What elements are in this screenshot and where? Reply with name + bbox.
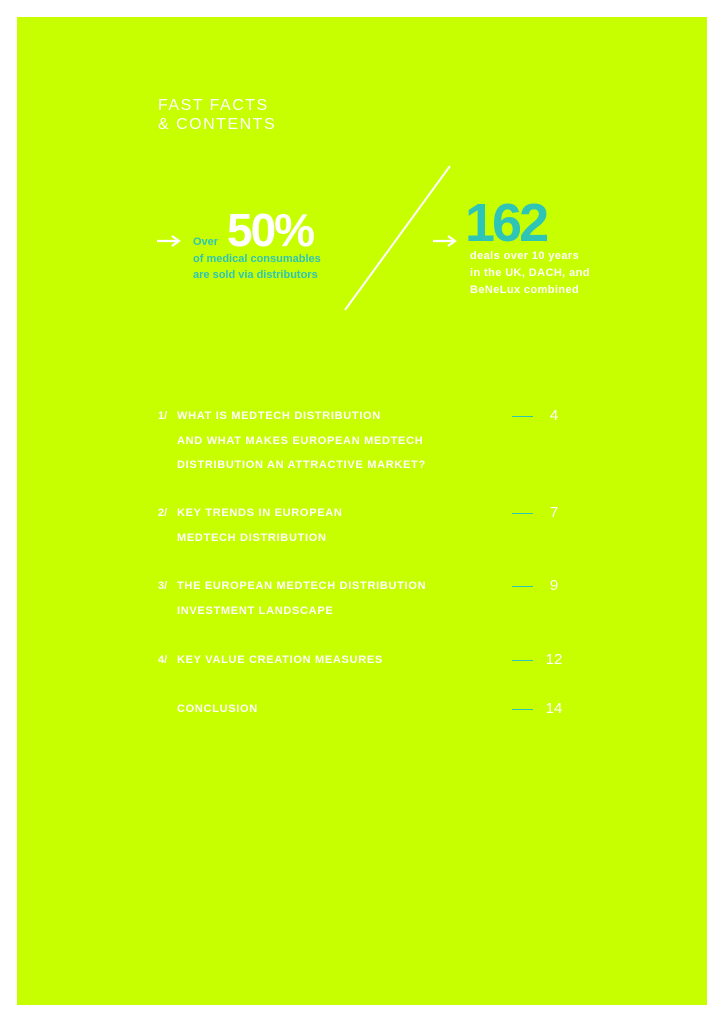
toc-title-line: CONCLUSION — [177, 703, 258, 715]
toc-title-line: KEY VALUE CREATION MEASURES — [177, 654, 383, 666]
toc-number: 1/ — [158, 410, 168, 422]
fact2-description — [470, 248, 590, 299]
toc-page-number: 12 — [545, 651, 563, 668]
toc-title — [177, 574, 426, 623]
arrow-right-icon — [156, 235, 182, 247]
toc-page-number: 7 — [549, 504, 559, 521]
fact1-value: 50% — [227, 204, 314, 256]
toc-title — [177, 697, 258, 722]
toc-title — [177, 501, 343, 550]
toc-title-line: THE EUROPEAN MEDTECH DISTRIBUTION — [177, 580, 427, 592]
page-background — [17, 17, 707, 1005]
toc-title-line: MEDTECH DISTRIBUTION — [177, 531, 327, 544]
fact2-line-2: in the UK, DACH, and — [470, 267, 590, 279]
toc-item-2[interactable] — [158, 501, 608, 551]
heading-line-2: & CONTENTS — [158, 116, 277, 133]
fact1-line-1: of medical consumables — [193, 253, 321, 265]
toc-title-line: AND WHAT MAKES EUROPEAN MEDTECH — [177, 434, 424, 447]
fact1-line-2: are sold via distributors — [193, 269, 318, 281]
toc-number: 2/ — [158, 507, 168, 519]
toc-title-line: INVESTMENT LANDSCAPE — [177, 604, 334, 617]
fact1-prefix: Over — [193, 236, 219, 248]
heading-line-1: FAST FACTS — [158, 97, 269, 114]
toc-page-number: 9 — [549, 577, 559, 594]
toc-page-number: 14 — [545, 700, 563, 717]
toc-item-4[interactable] — [158, 648, 608, 674]
toc-item-conclusion[interactable] — [158, 697, 608, 723]
page-heading — [158, 96, 276, 134]
toc-dash — [512, 416, 533, 417]
toc-page-number: 4 — [549, 407, 559, 424]
arrow-right-icon — [432, 235, 458, 247]
fact2-value: 162 — [465, 193, 547, 253]
toc-dash — [512, 586, 533, 587]
fact2-line-3: BeNeLux combined — [470, 284, 580, 296]
fact1-description — [193, 251, 321, 283]
toc-title — [177, 648, 383, 673]
toc-title-line: KEY TRENDS IN EUROPEAN — [177, 507, 343, 519]
toc-item-1[interactable] — [158, 404, 608, 478]
toc-dash — [512, 660, 533, 661]
toc-title-line: WHAT IS MEDTECH DISTRIBUTION — [177, 410, 381, 422]
toc-title-line: DISTRIBUTION AN ATTRACTIVE MARKET? — [177, 459, 426, 471]
toc-number: 3/ — [158, 580, 168, 592]
toc-number: 4/ — [158, 654, 168, 666]
fact2-line-1: deals over 10 years — [470, 250, 580, 262]
toc-dash — [512, 709, 533, 710]
toc-dash — [512, 513, 533, 514]
toc-title — [177, 404, 426, 478]
toc-item-3[interactable] — [158, 574, 608, 624]
